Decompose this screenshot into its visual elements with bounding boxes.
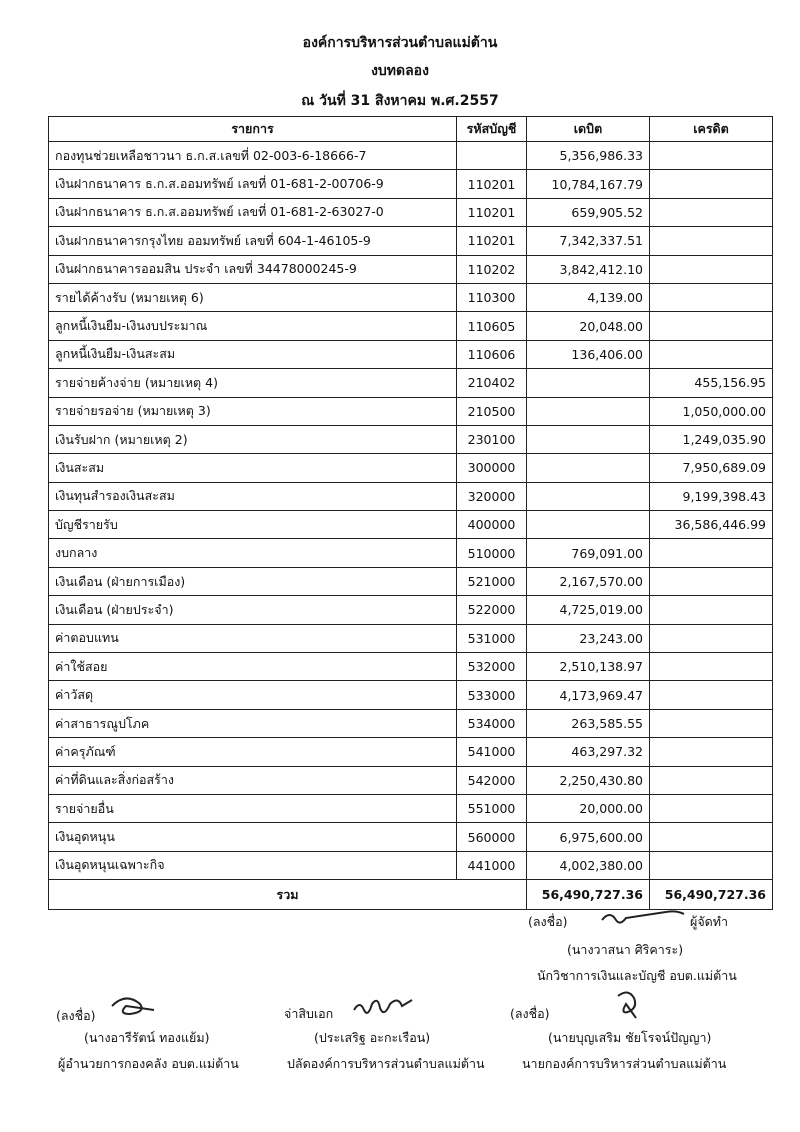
document-title: งบทดลอง (371, 63, 429, 79)
table-row (49, 255, 773, 283)
row-account-code: 541000 (457, 738, 527, 766)
row-account-code: 510000 (457, 539, 527, 567)
org-title: องค์การบริหารส่วนตำบลแม่ต้าน (302, 35, 498, 51)
row-item-name: เงินเดือน (ฝ่ายการเมือง) (49, 567, 457, 595)
total-credit: 56,490,727.36 (650, 880, 773, 910)
row-debit: 263,585.55 (527, 709, 650, 737)
row-debit: 4,002,380.00 (527, 851, 650, 879)
row-account-code: 110202 (457, 255, 527, 283)
row-debit: 20,048.00 (527, 312, 650, 340)
row-credit: 1,249,035.90 (650, 425, 773, 453)
row-credit (650, 312, 773, 340)
row-credit (650, 340, 773, 368)
row-item-name: รายจ่ายรอจ่าย (หมายเหตุ 3) (49, 397, 457, 425)
row-debit: 3,842,412.10 (527, 255, 650, 283)
row-item-name: เงินทุนสำรองเงินสะสม (49, 482, 457, 510)
row-credit (650, 794, 773, 822)
row-debit: 5,356,986.33 (527, 142, 650, 170)
row-account-code: 532000 (457, 653, 527, 681)
row-item-name: เงินเดือน (ฝ่ายประจำ) (49, 596, 457, 624)
row-credit: 7,950,689.09 (650, 454, 773, 482)
table-row (49, 596, 773, 624)
finance-name: (นางอารีรัตน์ ทองแย้ม) (84, 1030, 210, 1045)
row-credit (650, 567, 773, 595)
table-row (49, 823, 773, 851)
row-item-name: รายได้ค้างรับ (หมายเหตุ 6) (49, 283, 457, 311)
row-credit: 1,050,000.00 (650, 397, 773, 425)
row-credit (650, 170, 773, 198)
table-row (49, 653, 773, 681)
row-item-name: เงินฝากธนาคาร ธ.ก.ส.ออมทรัพย์ เลขที่ 01-681-2-00706-9 (49, 170, 457, 198)
row-item-name: กองทุนช่วยเหลือชาวนา ธ.ก.ส.เลขที่ 02-003-6-18666-7 (49, 142, 457, 170)
row-account-code: 110201 (457, 170, 527, 198)
table-row (49, 340, 773, 368)
table-row (49, 283, 773, 311)
mayor-name: (นายบุญเสริม ชัยโรจน์ปัญญา) (548, 1030, 712, 1045)
table-row (49, 170, 773, 198)
clerk-signature-scribble (350, 992, 420, 1020)
row-debit: 659,905.52 (527, 198, 650, 226)
preparer-name: (นางวาสนา ศิริคาระ) (567, 942, 684, 957)
row-debit: 4,725,019.00 (527, 596, 650, 624)
row-debit: 7,342,337.51 (527, 227, 650, 255)
row-debit: 6,975,600.00 (527, 823, 650, 851)
trial-balance-table (48, 116, 773, 910)
row-account-code: 560000 (457, 823, 527, 851)
row-account-code: 521000 (457, 567, 527, 595)
preparer-position: นักวิชาการเงินและบัญชี อบต.แม่ต้าน (537, 968, 737, 983)
row-item-name: ลูกหนี้เงินยืม-เงินสะสม (49, 340, 457, 368)
row-item-name: เงินอุดหนุน (49, 823, 457, 851)
finance-sign-label: (ลงชื่อ) (56, 1008, 96, 1023)
row-debit: 4,173,969.47 (527, 681, 650, 709)
mayor-signature-scribble (610, 986, 650, 1022)
clerk-name: (ประเสริฐ อะกะเรือน) (314, 1030, 431, 1045)
preparer-role: ผู้จัดทำ (690, 914, 729, 929)
row-item-name: เงินรับฝาก (หมายเหตุ 2) (49, 425, 457, 453)
table-row (49, 397, 773, 425)
row-credit: 36,586,446.99 (650, 511, 773, 539)
row-credit (650, 851, 773, 879)
row-item-name: เงินสะสม (49, 454, 457, 482)
row-credit (650, 681, 773, 709)
mayor-sign-label: (ลงชื่อ) (510, 1006, 550, 1021)
row-account-code: 110605 (457, 312, 527, 340)
row-credit (650, 227, 773, 255)
table-row (49, 681, 773, 709)
row-item-name: ค่าสาธารณูปโภค (49, 709, 457, 737)
col-header-item: รายการ (49, 117, 457, 142)
table-row (49, 766, 773, 794)
col-header-code: รหัสบัญชี (457, 117, 527, 142)
clerk-position: ปลัดองค์การบริหารส่วนตำบลแม่ต้าน (287, 1056, 485, 1071)
finance-position: ผู้อำนวยการกองคลัง อบต.แม่ต้าน (58, 1056, 239, 1071)
preparer-signature-scribble (596, 904, 688, 928)
row-debit (527, 482, 650, 510)
row-credit (650, 823, 773, 851)
table-row (49, 709, 773, 737)
total-label: รวม (49, 880, 527, 910)
row-item-name: รายจ่ายอื่น (49, 794, 457, 822)
row-account-code: 110300 (457, 283, 527, 311)
row-credit (650, 283, 773, 311)
row-item-name: ค่าใช้สอย (49, 653, 457, 681)
finance-signature-scribble (104, 992, 164, 1020)
row-debit (527, 369, 650, 397)
row-debit: 4,139.00 (527, 283, 650, 311)
row-account-code: 441000 (457, 851, 527, 879)
row-item-name: เงินอุดหนุนเฉพาะกิจ (49, 851, 457, 879)
row-debit: 20,000.00 (527, 794, 650, 822)
row-debit (527, 454, 650, 482)
row-account-code: 400000 (457, 511, 527, 539)
table-row (49, 425, 773, 453)
row-credit (650, 539, 773, 567)
row-account-code: 210402 (457, 369, 527, 397)
row-credit (650, 766, 773, 794)
row-account-code: 533000 (457, 681, 527, 709)
row-debit: 2,167,570.00 (527, 567, 650, 595)
table-row (49, 539, 773, 567)
table-row (49, 227, 773, 255)
row-credit (650, 255, 773, 283)
row-account-code: 551000 (457, 794, 527, 822)
table-row (49, 511, 773, 539)
row-account-code: 300000 (457, 454, 527, 482)
row-item-name: เงินฝากธนาคารออมสิน ประจำ เลขที่ 34478000245-9 (49, 255, 457, 283)
table-row (49, 567, 773, 595)
row-credit (650, 738, 773, 766)
table-row (49, 624, 773, 652)
table-row (49, 369, 773, 397)
mayor-position: นายกองค์การบริหารส่วนตำบลแม่ต้าน (522, 1056, 727, 1071)
row-debit: 769,091.00 (527, 539, 650, 567)
row-debit: 136,406.00 (527, 340, 650, 368)
table-row (49, 312, 773, 340)
row-item-name: เงินฝากธนาคารกรุงไทย ออมทรัพย์ เลขที่ 604-1-46105-9 (49, 227, 457, 255)
table-header-row (49, 117, 773, 142)
table-row (49, 142, 773, 170)
document-date: ณ วันที่ 31 สิงหาคม พ.ศ.2557 (301, 93, 499, 109)
row-account-code: 110606 (457, 340, 527, 368)
preparer-sign-label: (ลงชื่อ) (528, 914, 568, 929)
row-credit (650, 198, 773, 226)
table-row (49, 198, 773, 226)
row-item-name: บัญชีรายรับ (49, 511, 457, 539)
row-account-code: 110201 (457, 198, 527, 226)
row-debit: 2,510,138.97 (527, 653, 650, 681)
row-item-name: ค่าครุภัณฑ์ (49, 738, 457, 766)
row-account-code: 531000 (457, 624, 527, 652)
row-account-code: 320000 (457, 482, 527, 510)
row-credit: 455,156.95 (650, 369, 773, 397)
row-credit: 9,199,398.43 (650, 482, 773, 510)
row-item-name: ค่าวัสดุ (49, 681, 457, 709)
table-row (49, 738, 773, 766)
row-account-code (457, 142, 527, 170)
total-debit: 56,490,727.36 (527, 880, 650, 910)
row-debit (527, 511, 650, 539)
row-debit: 23,243.00 (527, 624, 650, 652)
row-item-name: รายจ่ายค้างจ่าย (หมายเหตุ 4) (49, 369, 457, 397)
row-debit (527, 397, 650, 425)
row-account-code: 522000 (457, 596, 527, 624)
row-credit (650, 624, 773, 652)
row-account-code: 230100 (457, 425, 527, 453)
table-row (49, 454, 773, 482)
row-debit: 10,784,167.79 (527, 170, 650, 198)
row-debit: 2,250,430.80 (527, 766, 650, 794)
row-credit (650, 709, 773, 737)
row-item-name: เงินฝากธนาคาร ธ.ก.ส.ออมทรัพย์ เลขที่ 01-681-2-63027-0 (49, 198, 457, 226)
row-item-name: ค่าตอบแทน (49, 624, 457, 652)
table-row (49, 482, 773, 510)
row-credit (650, 142, 773, 170)
table-row (49, 851, 773, 879)
row-account-code: 542000 (457, 766, 527, 794)
row-credit (650, 653, 773, 681)
row-account-code: 110201 (457, 227, 527, 255)
row-item-name: งบกลาง (49, 539, 457, 567)
row-item-name: ค่าที่ดินและสิ่งก่อสร้าง (49, 766, 457, 794)
col-header-credit: เครดิต (650, 117, 773, 142)
col-header-debit: เดบิต (527, 117, 650, 142)
row-account-code: 534000 (457, 709, 527, 737)
row-item-name: ลูกหนี้เงินยืม-เงินงบประมาณ (49, 312, 457, 340)
row-debit (527, 425, 650, 453)
clerk-rank: จ่าสิบเอก (284, 1006, 334, 1021)
row-debit: 463,297.32 (527, 738, 650, 766)
row-account-code: 210500 (457, 397, 527, 425)
row-credit (650, 596, 773, 624)
table-row (49, 794, 773, 822)
